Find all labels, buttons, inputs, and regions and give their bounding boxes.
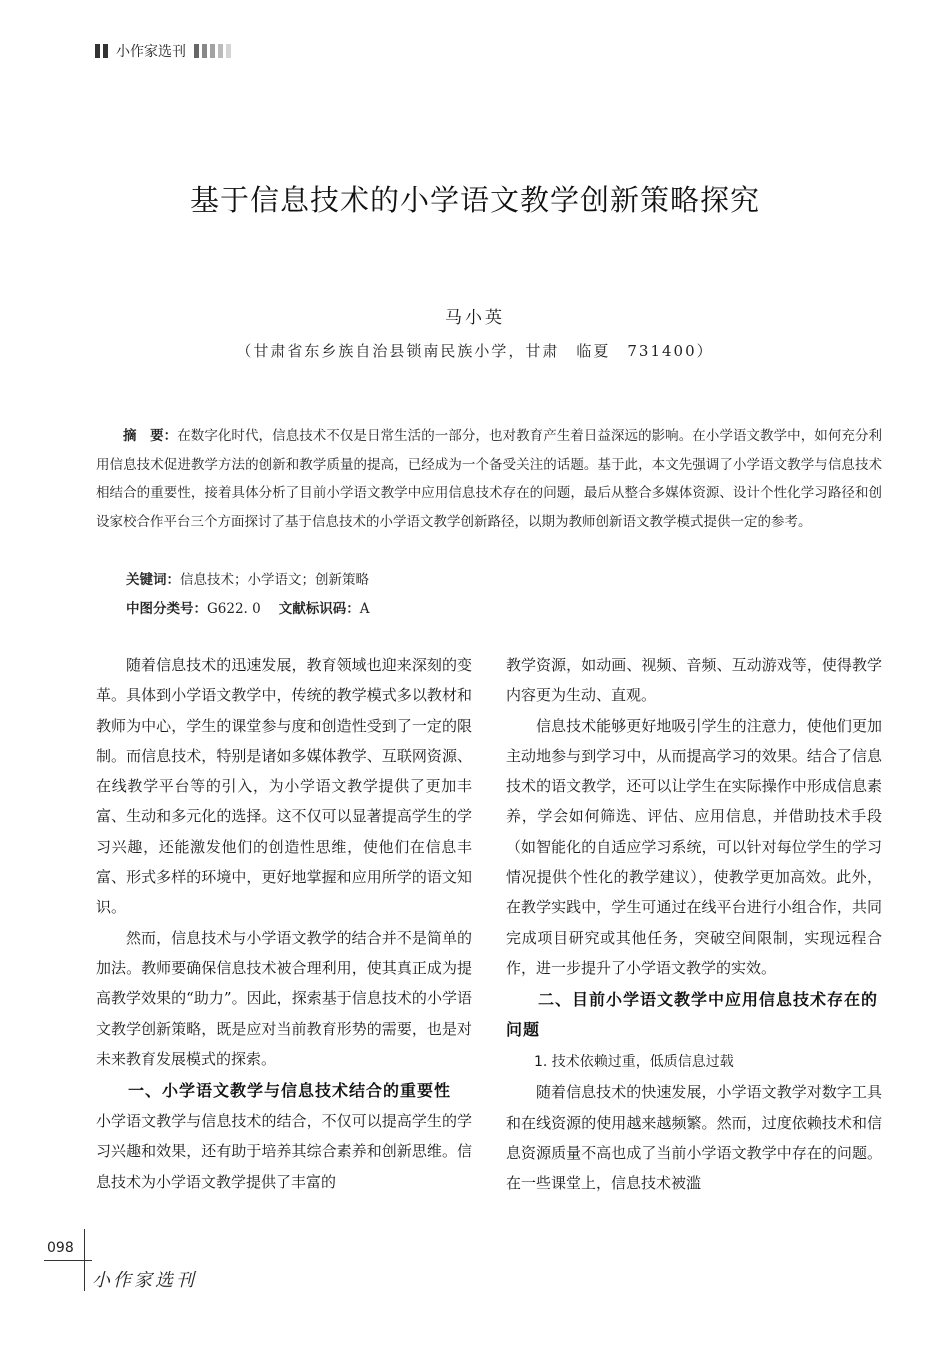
header-bars-icon — [95, 44, 108, 58]
journal-name: 小作家选刊 — [116, 44, 186, 60]
keywords-label: 关键词： — [126, 572, 180, 588]
paragraph: 随着信息技术的快速发展，小学语文教学对数字工具和在线资源的使用越来越频繁。然而，过度依赖技术和信息资源质量不高也成了当前小学语文教学中存在的问题。在一些课堂上，信息技术被滥 — [506, 1083, 882, 1193]
abstract — [96, 422, 882, 536]
paragraph: 小学语文教学与信息技术的结合，不仅可以提高学生的学习兴趣和效果，还有助于培养其综合素养和创新思维。信息技术为小学语文教学提供了丰富的 — [96, 1112, 472, 1191]
keywords — [126, 568, 369, 588]
section-heading-1: 一、小学语文教学与信息技术结合的重要性 — [128, 1081, 452, 1101]
section-heading-2: 二、目前小学语文教学中应用信息技术存在的问题 — [506, 990, 879, 1040]
footer-rule-vertical — [84, 1229, 85, 1291]
classification — [126, 597, 369, 617]
clc-value: G622. 0 — [207, 601, 261, 617]
author-name: 马小英 — [445, 308, 505, 328]
abstract-label: 摘 要： — [123, 428, 178, 444]
paragraph: 随着信息技术的迅速发展，教育领域也迎来深刻的变革。具体到小学语文教学中，传统的教学模式多以教材和教师为中心，学生的课堂参与度和创造性受到了一定的限制。而信息技术，特别是诸如多媒体教学、互联网资源、在线教学平台等的引入，为小学语文教学提供了更加丰富、生动和多元化的选择。这不仅可以显著提高学生的学习兴趣，还能激发他们的创造性思维，使他们在信息丰富、形式多样的环境中，更好地掌握和应用所学的语文知识。 — [96, 656, 472, 917]
doc-code-label: 文献标识码： — [278, 601, 360, 617]
left-column — [96, 650, 472, 1197]
paragraph: 教学资源，如动画、视频、音频、互动游戏等，使得教学内容更为生动、直观。 — [506, 656, 882, 705]
abstract-text: 在数字化时代，信息技术不仅是日常生活的一部分，也对教育产生着日益深远的影响。在小学语文教学中，如何充分利用信息技术促进教学方法的创新和教学质量的提高，已经成为一个备受关注的话题。基于此，本文先强调了小学语文教学与信息技术相结合的重要性，接着具体分析了目前小学语文教学中应用信息技术存在的问题，最后从整合多媒体资源、设计个性化学习路径和创设家校合作平台三个方面探讨了基于信息技术的小学语文教学创新路径，以期为教师创新语文教学模式提供一定的参考。 — [96, 428, 882, 530]
author-affiliation: （甘肃省东乡族自治县锁南民族小学，甘肃 临夏 731400） — [236, 342, 714, 360]
journal-logo: 小作家选刊 — [92, 1270, 197, 1291]
running-header — [95, 40, 231, 62]
right-column — [506, 650, 882, 1198]
clc-label: 中图分类号： — [126, 601, 207, 617]
paragraph: 信息技术能够更好地吸引学生的注意力，使他们更加主动地参与到学习中，从而提高学习的效果。结合了信息技术的语文教学，还可以让学生在实际操作中形成信息素养，学会如何筛选、评估、应用信息，并借助技术手段（如智能化的自适应学习系统，可以针对每位学生的学习情况提供个性化的教学建议），使教学更加高效。此外，在教学实践中，学生可通过在线平台进行小组合作，共同完成项目研究或其他任务，突破空间限制，实现远程合作，进一步提升了小学语文教学的实效。 — [506, 716, 882, 977]
doc-code-value: A — [359, 601, 370, 617]
subsection-heading-1: 1. 技术依赖过重，低质信息过载 — [534, 1054, 734, 1071]
header-stripes-icon — [194, 44, 231, 58]
page-number: 098 — [47, 1240, 74, 1256]
paragraph: 然而，信息技术与小学语文教学的结合并不是简单的加法。教师要确保信息技术被合理利用，使其真正成为提高教学效果的“助力”。因此，探索基于信息技术的小学语文教学创新策略，既是应对当前教育形势的需要，也是对未来教育发展模式的探索。 — [96, 928, 472, 1068]
keywords-text: 信息技术；小学语文；创新策略 — [180, 572, 369, 588]
article-title: 基于信息技术的小学语文教学创新策略探究 — [189, 183, 760, 217]
